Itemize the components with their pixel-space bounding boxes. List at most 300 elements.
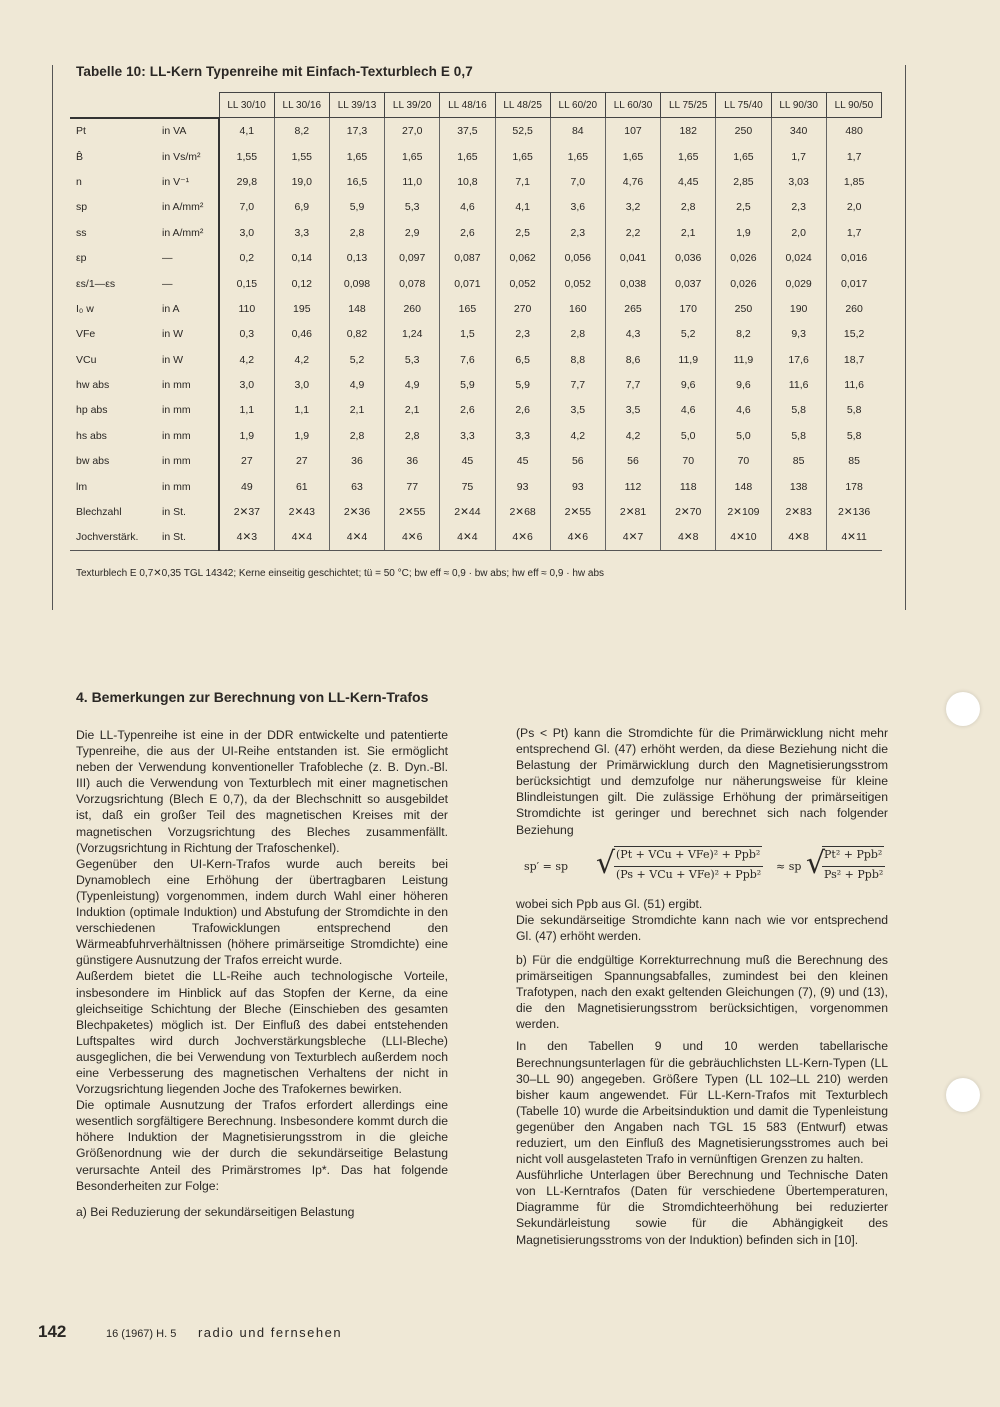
table-cell: 11,9 [716, 347, 771, 372]
table-cell: 190 [771, 296, 826, 321]
table-row [70, 372, 882, 397]
table-cell: 2✕136 [838, 506, 871, 519]
table-row [70, 220, 882, 245]
column-header: LL 75/25 [661, 93, 716, 118]
table-cell: 0,15 [219, 271, 274, 296]
table-cell: 4✕3 [219, 525, 274, 551]
table-cell: 2,6 [440, 220, 495, 245]
row-quantity: Pt [76, 125, 86, 138]
table-cell: 2,0 [846, 201, 862, 214]
table-cell: 3,0 [274, 372, 329, 397]
table-cell: 4,9 [385, 372, 440, 397]
table-cell: 2,1 [661, 220, 716, 245]
table-cell: 4✕8 [661, 525, 716, 551]
formula-lhs: sp′ = sp [524, 859, 569, 873]
table-cell: 1,55 [219, 144, 274, 169]
table-cell: 85 [771, 449, 826, 474]
table-cell: 0,024 [771, 245, 826, 270]
table-cell: 11,6 [844, 379, 864, 392]
table-cell: 18,7 [843, 353, 865, 366]
table-cell: 4,1 [219, 118, 274, 144]
paragraph: a) Bei Reduzierung der sekundärseitigen Belastung [76, 1204, 355, 1219]
frame-line [52, 65, 53, 610]
paragraph: Gegenüber den UI-Kern-Trafos wurde auch bereits bei Dynamoblech eine Erhöhung der übertragbaren Leistung (Typenleistung) vorgenommen, indem durch Wahl einer höheren Induktion (optimale Induktion) und Abstufung der Stromdichte in den verschiedenen Trafowicklungen entsprechend den Wärmeabfuhrverhältnissen (höhere primärseitige Stromdichte) eine günstigere Ausnutzung der Trafos erreicht wurde. [76, 856, 448, 968]
table-cell: 107 [605, 118, 660, 144]
table-cell: 2,8 [550, 322, 605, 347]
table-cell: 4,2 [605, 423, 660, 448]
table-cell: 36 [329, 449, 384, 474]
table-cell: 1,1 [219, 398, 274, 423]
table-cell: 2,6 [495, 398, 550, 423]
row-quantity: εp [76, 252, 87, 265]
table-row [70, 347, 882, 372]
row-quantity: sp [76, 201, 88, 214]
table-cell: 8,6 [605, 347, 660, 372]
table-cell: 93 [495, 474, 550, 499]
paragraph: wobei sich Ppb aus Gl. (51) ergibt. [516, 896, 703, 911]
table-cell: 36 [385, 449, 440, 474]
table-cell: 0,041 [605, 245, 660, 270]
table-cell: 4✕7 [605, 525, 660, 551]
table-cell: 0,052 [550, 271, 605, 296]
table-cell: 0,087 [440, 245, 495, 270]
table-cell: 4✕6 [385, 525, 440, 551]
table-cell: 4,2 [550, 423, 605, 448]
table-cell: 0,098 [329, 271, 384, 296]
table-cell: 2,5 [716, 195, 771, 220]
row-unit: in St. [158, 499, 219, 524]
table-cell: 7,0 [550, 169, 605, 194]
table-cell: 3,5 [605, 398, 660, 423]
table-cell: 4,76 [605, 169, 660, 194]
table-cell: 1,24 [385, 322, 440, 347]
table-cell: 112 [605, 474, 660, 499]
page-footer [38, 1322, 342, 1342]
row-quantity: I₀ w [76, 302, 94, 315]
table-cell: 1,85 [843, 175, 865, 188]
table-cell: 8,8 [550, 347, 605, 372]
paragraph: Die optimale Ausnutzung der Trafos erfordert allerdings eine wesentlich sorgfältigere Berechnung. Insbesondere kommt durch die höhere Induktion der Magnetisierungsstrom in die gleiche Größenordnung wie der durch die sekundärseitige Belastung verursachte Anteil des Primärstromes Ip*. Das hat folgende Besonderheiten zur Folge: [76, 1098, 448, 1193]
table-cell: 5,9 [495, 372, 550, 397]
table-cell: 17,3 [329, 118, 384, 144]
table-cell: 1,7 [846, 226, 862, 239]
formula-den1: (Ps + VCu + VFe)² + Ppb² [614, 866, 763, 883]
table-row [70, 169, 882, 194]
table-cell: 0,071 [440, 271, 495, 296]
table-cell: 11,6 [771, 372, 826, 397]
table-cell: 49 [219, 474, 274, 499]
table-cell: 5,2 [329, 347, 384, 372]
table-cell: 2✕37 [219, 499, 274, 524]
table-cell: 6,9 [274, 195, 329, 220]
row-unit: in A/mm² [158, 220, 219, 245]
table-cell: 178 [845, 480, 863, 493]
table-row [70, 245, 882, 270]
table-cell: 84 [550, 118, 605, 144]
column-header: LL 60/30 [605, 93, 660, 118]
table-cell: 4✕8 [771, 525, 826, 551]
table-cell: 10,8 [440, 169, 495, 194]
table-cell: 170 [661, 296, 716, 321]
row-quantity: n [76, 175, 82, 188]
table-cell: 0,078 [385, 271, 440, 296]
column-header: LL 39/13 [329, 93, 384, 118]
table-cell: 70 [716, 449, 771, 474]
table-footnote: Texturblech E 0,7✕0,35 TGL 14342; Kerne einseitig geschichtet; tü = 50 °C; bw eff ≈ 0,9 · bw abs; hw eff ≈ 0,9 · hw abs [76, 568, 605, 579]
page-number: 142 [38, 1322, 67, 1341]
table-cell: 0,2 [219, 245, 274, 270]
row-quantity: bw abs [76, 455, 110, 468]
paragraph: (Ps < Pt) kann die Stromdichte für die Primärwicklung nicht mehr entsprechend Gl. (47) erhöht werden, da diese Beziehung nicht die Belastung der Primärwicklung durch den Magnetisierungsstrom berücksichtigt und demzufolge nur näherungsweise für kleine Blindleistungen gilt. Die zulässige Erhöhung der primärseitigen Stromdichte ist geringer und berechnet sich nach folgender Beziehung [516, 726, 888, 837]
table-cell: 7,0 [219, 195, 274, 220]
table-cell: 340 [771, 118, 826, 144]
table-header-row [70, 93, 882, 118]
table-cell: 7,1 [495, 169, 550, 194]
row-quantity: VCu [76, 353, 97, 366]
table-cell: 2,6 [440, 398, 495, 423]
table-cell: 7,6 [440, 347, 495, 372]
punch-hole [946, 1078, 980, 1112]
paragraph: Die LL-Typenreihe ist eine in der DDR entwickelte und patentierte Typenreihe, die aus der UI-Reihe entstanden ist. Sie ermöglicht neben der Verwendung konventioneller Trafobleche (z. B. Dyn.-Bl. III) auch die Verwendung von Texturblech mit einer magnetischen Vorzugsrichtung (Blech E 0,7), da der Blechschnitt so ausgebildet ist, daß ein großer Teil des magnetischen Kreises mit der magnetischen Vorzugsrichtung des Bleches zusammenfällt. (Vorzugsrichtung in Richtung der Trafoschenkel). [76, 728, 448, 855]
formula-approx: ≈ sp [776, 859, 802, 873]
row-quantity: εs/1—εs [76, 277, 116, 290]
table-cell: 4,1 [495, 195, 550, 220]
table-cell: 2✕36 [329, 499, 384, 524]
table-cell: 9,6 [716, 372, 771, 397]
table-cell: 2,3 [771, 195, 826, 220]
sqrt-sign: √ [596, 845, 616, 881]
table-cell: 1,1 [274, 398, 329, 423]
table-cell: 138 [771, 474, 826, 499]
table-cell: 52,5 [495, 118, 550, 144]
sqrt-sign: √ [806, 845, 826, 881]
table-cell: 27 [219, 449, 274, 474]
table-cell: 0,14 [274, 245, 329, 270]
table-cell: 1,65 [495, 144, 550, 169]
table-row [70, 296, 882, 321]
punch-hole [946, 692, 980, 726]
row-quantity: hs abs [76, 429, 107, 442]
table-cell: 70 [661, 449, 716, 474]
formula [524, 846, 888, 888]
table-cell: 4,6 [716, 398, 771, 423]
table-cell: 1,65 [716, 144, 771, 169]
table-cell: 77 [385, 474, 440, 499]
table-cell: 2,2 [605, 220, 660, 245]
table-cell: 0,062 [495, 245, 550, 270]
table-row [70, 423, 882, 448]
table-cell: 8,2 [716, 322, 771, 347]
table-cell: 0,026 [716, 245, 771, 270]
row-unit: in mm [158, 474, 219, 499]
table-cell: 0,016 [840, 252, 868, 265]
table-cell: 260 [845, 302, 863, 315]
table-cell: 3,3 [440, 423, 495, 448]
column-header: LL 90/30 [771, 93, 826, 118]
table-cell: 2,0 [771, 220, 826, 245]
table-cell: 4✕4 [329, 525, 384, 551]
table-cell: 0,038 [605, 271, 660, 296]
formula-num1: (Pt + VCu + VFe)² + Ppb² [614, 846, 762, 863]
table-cell: 15,2 [843, 328, 865, 341]
table-cell: 165 [440, 296, 495, 321]
table-cell: 250 [716, 296, 771, 321]
table-cell: 1,65 [440, 144, 495, 169]
table-cell: 11,0 [385, 169, 440, 194]
column-header: LL 75/40 [716, 93, 771, 118]
table-cell: 4✕4 [274, 525, 329, 551]
table-cell: 29,8 [219, 169, 274, 194]
table-cell: 4✕6 [495, 525, 550, 551]
table-cell: 160 [550, 296, 605, 321]
table-row [70, 118, 882, 144]
table-body [70, 118, 882, 551]
row-quantity: hw abs [76, 379, 110, 392]
table-cell: 0,097 [385, 245, 440, 270]
table-cell: 265 [605, 296, 660, 321]
table-cell: 56 [605, 449, 660, 474]
table-cell: 9,3 [771, 322, 826, 347]
table-cell: 5,9 [440, 372, 495, 397]
table-cell: 0,036 [661, 245, 716, 270]
table-cell: 27 [274, 449, 329, 474]
column-header: LL 48/25 [495, 93, 550, 118]
paragraph: Außerdem bietet die LL-Reihe auch technologische Vorteile, insbesondere im Hinblick auf das Stopfen der Kerne, da eine gleichseitige Schichtung der Bleche (Einschieben des gesamten Blechpaketes) möglich ist. Der Einfluß des dabei entstehenden Luftspaltes wird durch Jochverstärkungsbleche (LLI-Bleche) ausgeglichen, die bei Verwendung von Texturblech außerdem noch eine Verbesserung des magnetischen Verhaltens der nicht in Vorzugsrichtung liegenden Joche des Trafokernes bewirken. [76, 969, 448, 1097]
table-cell: 11,9 [661, 347, 716, 372]
table-cell: 0,056 [550, 245, 605, 270]
table-cell: 2,3 [495, 322, 550, 347]
table-cell: 7,7 [550, 372, 605, 397]
row-unit: in A/mm² [158, 195, 219, 220]
table-row [70, 474, 882, 499]
table-cell: 1,65 [329, 144, 384, 169]
table-cell: 4,3 [605, 322, 660, 347]
table-cell: 5,8 [771, 398, 826, 423]
table-cell: 2,8 [329, 423, 384, 448]
column-header: LL 30/16 [274, 93, 329, 118]
table-cell: 27,0 [385, 118, 440, 144]
table-cell: 148 [329, 296, 384, 321]
row-quantity: lm [76, 480, 88, 493]
table-cell: 0,46 [274, 322, 329, 347]
column-header: LL 30/10 [219, 93, 274, 118]
row-quantity: Jochverstärk. [70, 525, 158, 551]
table-cell: 3,3 [274, 220, 329, 245]
table-row [70, 144, 882, 169]
table-cell: 75 [440, 474, 495, 499]
table-cell: 3,0 [219, 220, 274, 245]
table-cell: 16,5 [329, 169, 384, 194]
table-cell: 1,7 [771, 144, 826, 169]
table-cell: 1,9 [274, 423, 329, 448]
table-cell: 19,0 [274, 169, 329, 194]
table-cell: 5,3 [385, 195, 440, 220]
table-cell: 3,03 [771, 169, 826, 194]
table-cell: 1,7 [846, 150, 862, 163]
row-unit: in VA [158, 118, 219, 144]
table-cell: 45 [495, 449, 550, 474]
table-cell: 4,45 [661, 169, 716, 194]
table-cell: 45 [440, 449, 495, 474]
row-unit: — [158, 245, 219, 270]
table-cell: 2,8 [385, 423, 440, 448]
table-cell: 4,2 [219, 347, 274, 372]
table-cell: 2✕70 [661, 499, 716, 524]
magazine-name: radio und fernsehen [197, 1325, 343, 1340]
table-cell: 4✕4 [440, 525, 495, 551]
section-title: 4. Bemerkungen zur Berechnung von LL-Kern-Trafos [76, 689, 429, 705]
table-cell: 2,8 [661, 195, 716, 220]
row-quantity: VFe [76, 328, 96, 341]
table-cell: 1,9 [219, 423, 274, 448]
row-quantity: hp abs [76, 404, 108, 417]
row-unit: in St. [158, 525, 219, 551]
table-cell: 56 [550, 449, 605, 474]
row-unit: in A [158, 296, 219, 321]
row-unit: in mm [158, 423, 219, 448]
paragraph: Ausführliche Unterlagen über Berechnung und Technische Daten von LL-Kerntrafos (Daten für verschiedene Übertemperaturen, Diagramme für die Stromdichteerhöhung bei reduzierter Sekundärleistung sowie für die Abhängigkeit des Magnetisierungsstroms von der Induktion) befinden sich in [10]. [516, 1168, 888, 1247]
table-cell: 0,052 [495, 271, 550, 296]
table-cell: 93 [550, 474, 605, 499]
table-cell: 3,0 [219, 372, 274, 397]
table-cell: 0,029 [771, 271, 826, 296]
table-cell: 2,1 [329, 398, 384, 423]
row-unit: — [158, 271, 219, 296]
table-cell: 5,0 [716, 423, 771, 448]
table-cell: 0,026 [716, 271, 771, 296]
table-cell: 250 [716, 118, 771, 144]
column-header: LL 90/50 [826, 93, 881, 118]
table-cell: 480 [845, 124, 863, 137]
table-row [70, 398, 882, 423]
table-cell: 2,9 [385, 220, 440, 245]
table-cell: 17,6 [771, 347, 826, 372]
row-unit: in V⁻¹ [158, 169, 219, 194]
table-row [70, 322, 882, 347]
table-cell: 195 [274, 296, 329, 321]
table-cell: 2,3 [550, 220, 605, 245]
table-cell: 1,65 [385, 144, 440, 169]
table-cell: 1,5 [440, 322, 495, 347]
table-cell: 3,2 [605, 195, 660, 220]
table-cell: 1,65 [605, 144, 660, 169]
table-cell: 3,6 [550, 195, 605, 220]
table-cell: 0,3 [219, 322, 274, 347]
table-cell: 182 [661, 118, 716, 144]
table-cell: 5,8 [771, 423, 826, 448]
table-cell: 37,5 [440, 118, 495, 144]
table-cell: 2✕81 [605, 499, 660, 524]
table-cell: 61 [274, 474, 329, 499]
table-cell: 4,2 [274, 347, 329, 372]
table-cell: 1,55 [274, 144, 329, 169]
row-unit: in mm [158, 398, 219, 423]
table-cell: 1,9 [716, 220, 771, 245]
table-row [70, 499, 882, 524]
table-cell: 3,5 [550, 398, 605, 423]
frame-line [905, 65, 906, 610]
table-cell: 1,65 [550, 144, 605, 169]
table-cell: 63 [329, 474, 384, 499]
table-row [70, 195, 882, 220]
table-row [70, 449, 882, 474]
table-cell: 2✕55 [550, 499, 605, 524]
row-unit: in W [158, 322, 219, 347]
table-cell: 0,037 [661, 271, 716, 296]
table-cell: 5,2 [661, 322, 716, 347]
paragraph: Die sekundärseitige Stromdichte kann nach wie vor entsprechend Gl. (47) erhöht werden. [516, 912, 888, 943]
row-unit: in Vs/m² [158, 144, 219, 169]
table-cell: 2,8 [329, 220, 384, 245]
table-cell: 2✕43 [274, 499, 329, 524]
table-cell: 118 [661, 474, 716, 499]
formula-num2: Pt² + Ppb² [822, 846, 884, 863]
table-cell: 0,82 [329, 322, 384, 347]
table-cell: 270 [495, 296, 550, 321]
table-title: Tabelle 10: LL-Kern Typenreihe mit Einfach-Texturblech E 0,7 [76, 64, 473, 79]
table-cell: 85 [848, 455, 860, 468]
table-cell: 7,7 [605, 372, 660, 397]
column-header: LL 39/20 [385, 93, 440, 118]
table-cell: 2✕55 [385, 499, 440, 524]
table-cell: 5,0 [661, 423, 716, 448]
table-cell: 5,8 [846, 404, 862, 417]
table-cell: 110 [219, 296, 274, 321]
row-unit: in W [158, 347, 219, 372]
table-cell: 2✕83 [771, 499, 826, 524]
table-cell: 4,6 [440, 195, 495, 220]
table-cell: 0,13 [329, 245, 384, 270]
table-cell: 1,65 [661, 144, 716, 169]
table-cell: 260 [385, 296, 440, 321]
table-cell: 2✕109 [716, 499, 771, 524]
column-header: LL 60/20 [550, 93, 605, 118]
table-row [70, 271, 882, 296]
left-column [76, 727, 448, 1220]
table-cell: 0,017 [840, 277, 868, 290]
table-cell: 4✕6 [550, 525, 605, 551]
table-cell: 9,6 [661, 372, 716, 397]
table-cell: 3,3 [495, 423, 550, 448]
issue-info: 16 (1967) H. 5 [106, 1328, 177, 1340]
right-column [516, 725, 888, 1248]
row-unit: in mm [158, 372, 219, 397]
row-quantity: Blechzahl [76, 506, 122, 519]
table-cell: 2✕44 [440, 499, 495, 524]
column-header: LL 48/16 [440, 93, 495, 118]
table-cell: 4✕11 [826, 525, 881, 551]
table-cell: 2,5 [495, 220, 550, 245]
table-cell: 148 [716, 474, 771, 499]
table-row [70, 525, 882, 551]
table-cell: 6,5 [495, 347, 550, 372]
table-cell: 2,1 [385, 398, 440, 423]
row-unit: in mm [158, 449, 219, 474]
header-blank [70, 93, 219, 118]
paragraph: b) Für die endgültige Korrekturrechnung muß die Berechnung des primärseitigen Spannungsabfalles, zumindest bei den kleinen Trafotypen, nach den exakt geltenden Gleichungen (7), (9) und (13), die den Magnetisierungsstrom berücksichtigen, vorgenommen werden. [516, 952, 888, 1032]
table-cell: 2,85 [716, 169, 771, 194]
table-cell: 0,12 [274, 271, 329, 296]
formula-den2: Ps² + Ppb² [822, 866, 885, 883]
table-cell: 2✕68 [495, 499, 550, 524]
paragraph: In den Tabellen 9 und 10 werden tabellarische Berechnungsunterlagen für die gebräuchlichsten LL-Kern-Typen (LL 30–LL 90) angegeben. Größere Typen (LL 102–LL 210) werden bisher kaum angewendet. Für LL-Kern-Trafos mit Texturblech (Tabelle 10) wurde die Arbeitsinduktion und damit die Typenleistung gegenüber den Angaben nach TGL 15 583 (Entwurf) etwas reduziert, um den Einfluß des Magnetisierungsstromes auch bei nicht voll ausgelasteten Trafo in vernünftigen Grenzen zu halten. [516, 1039, 888, 1167]
row-quantity: B̂ [76, 150, 84, 163]
row-quantity: ss [76, 226, 87, 239]
table-cell: 8,2 [274, 118, 329, 144]
table-cell: 5,9 [329, 195, 384, 220]
table-cell: 4✕10 [716, 525, 771, 551]
table-cell: 5,8 [846, 429, 862, 442]
